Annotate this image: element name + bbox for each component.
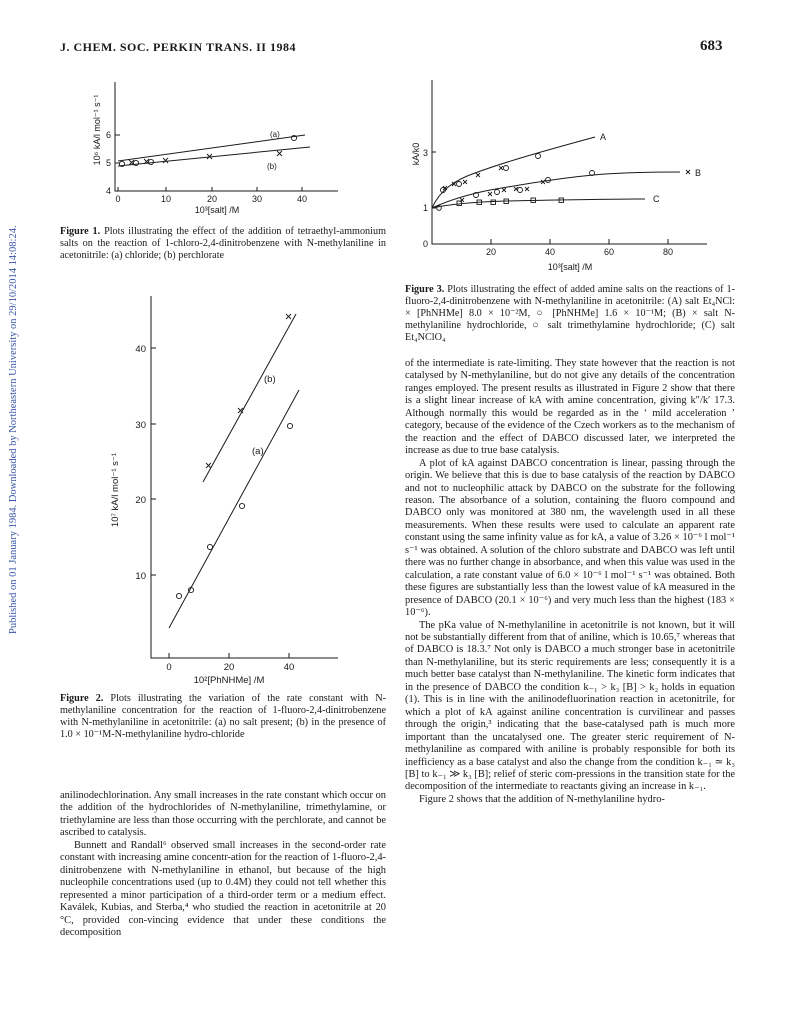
body-paragraph: Bunnett and Randall⁶ observed small increases in the second-order rate constant with increasing amine concentr-ation for the reaction of 1-fluoro-2,4-dinitrobenzene with N-methylaniline in ethanol, but because of the high nucleophile concentrations used (up to 0.4M) they could not tell whether this represented a minor participation of a third-order term or a medium effect. Kaválek, Kubias, and Sterba,⁴ who studied the reaction in acetonitrile at 20 °C, provided con-vincing evidence that under these conditions the decomposition — [60, 839, 386, 938]
figure3-caption-label: Figure 3. — [405, 284, 445, 295]
right-column-text — [405, 358, 735, 806]
figure2-point-a — [239, 503, 244, 508]
figure3-chart — [405, 72, 735, 277]
body-paragraph: A plot of kA against DABCO concentration is linear, passing through the origin. We believe that this is due to base catalysis of the reaction by DABCO and not to nucleophilic attack by DABCO on the substrate for the following reason. The absorbance of a solution, containing the fluoro compound and DABCO only was monitored at 380 nm, the wavelength used in all these measurements. When these results were used to calculate an apparent rate constant using the same infinity value as for kA, a value of 3.26 × 10⁻⁶ l mol⁻¹ s⁻¹ was obtained. A solution of the chloro substrate and DABCO was left until there was no further change in absorbance, and when this value was used in the calculation, a rate constant value of 6.0 × 10⁻⁶ l mol⁻¹ s⁻¹ was obtained. Both these figures are substantially less than the lowest value of kA measured in the presence of DABCO (20.1 × 10⁻⁶) and very much less than the highest (183 × 10⁻⁶). — [405, 457, 735, 619]
figure3-point-b-o — [518, 188, 523, 193]
figure3-ytick: 0 — [422, 239, 428, 249]
figure2-line-b — [203, 314, 296, 482]
figure3-ytick: 1 — [422, 203, 428, 213]
figure3-xtick: 80 — [662, 247, 674, 257]
figure2-caption-label: Figure 2. — [60, 693, 104, 704]
figure2-point-a — [287, 423, 292, 428]
figure2-point-b — [286, 314, 291, 319]
figure3-point-a-o — [536, 154, 541, 159]
figure1-label-a: (a) — [270, 130, 280, 139]
body-paragraph: The pKa value of N-methylaniline in acetonitrile is not known, but it will not be substantially different from that of aniline, which is 10.65,⁷ whereas that of DABCO is 18.3.⁷ Not only is DABCO a much stronger base in acetonitrile than N-methylaniline, but its steric requirements are less; consequently it is a much better base catalyst than N-methylaniline. The kinetic form indicates that in the presence of DABCO the condition k₋₁ > k₃ [B] > k₂ holds in equation (1). This is in line with the anilinodefluorination reaction in acetonitrile, for which a plot of kA against aniline concentration is curvilinear and passes through the origin,³ indicating that the base-catalysed path is much more important than the uncatalysed one. The greater steric requirement of N-methylaniline as compared with aniline is probably responsible for both its inefficiency as a base catalyst and also the change from the condition k₋₁ ≃ k₃ [B] to k₋₁ ≫ k₃ [B]; relief of steric com-pressions in the transition state for the decomposition of the intermediate to reactants giving an increase in k₋₁. — [405, 619, 735, 793]
figure3-point-a-x — [463, 180, 467, 184]
figure3-curve-a — [432, 137, 595, 208]
figure1-ytick: 5 — [105, 158, 111, 168]
figure2-ylabel: 10⁷ kA/l mol⁻¹ s⁻¹ — [110, 452, 121, 528]
figure3-caption — [405, 284, 735, 344]
figure1-point-b — [163, 158, 168, 163]
figure1-caption — [60, 226, 386, 262]
running-head: J. CHEM. SOC. PERKIN TRANS. II 1984 — [60, 40, 296, 54]
figure2-ytick: 30 — [135, 420, 146, 431]
figure3-ylabel: kA/k0 — [411, 142, 421, 166]
figure2-xtick: 20 — [223, 662, 235, 673]
figure1-caption-label: Figure 1. — [60, 226, 101, 237]
figure3-curve-c — [432, 199, 645, 208]
figure1-chart — [70, 80, 340, 215]
figure3-point-b-x — [525, 187, 529, 191]
figure3-xtick: 60 — [603, 247, 615, 257]
body-paragraph: anilinodechlorination. Any small increases in the rate constant which occur on the addition of the hydrochlorides of N-methylaniline, trimethylamine, or triethylamine are less than those occurring with the perchlorate, and cannot be ascribed to catalysis. — [60, 790, 386, 839]
figure2-ytick: 40 — [135, 344, 146, 355]
page-number: 683 — [700, 38, 723, 54]
figure3-xtick: 20 — [485, 247, 497, 257]
figure3-ytick: 3 — [422, 148, 428, 158]
figure2-label-a: (a) — [252, 446, 264, 457]
body-paragraph: Figure 2 shows that the addition of N-methylaniline hydro- — [419, 793, 665, 805]
figure3-xtick: 40 — [544, 247, 556, 257]
figure2-chart — [80, 290, 340, 685]
figure3-point-c — [491, 200, 496, 205]
figure2-xlabel: 10²[PhNHMe] /M — [193, 675, 265, 685]
figure1-label-b: (b) — [267, 162, 277, 171]
figure3-point-a-o — [504, 166, 509, 171]
figure3-point-b-x — [502, 188, 506, 192]
figure2-point-a — [176, 593, 181, 598]
figure2-label-b: (b) — [264, 374, 276, 385]
figure3-point-b-x — [686, 170, 690, 174]
figure3-point-b-o — [495, 190, 500, 195]
figure1-xtick: 0 — [115, 194, 121, 204]
figure1-ylabel: 10⁶ kA/l mol⁻¹ s⁻¹ — [92, 94, 102, 166]
download-watermark[interactable]: Published on 01 January 1984. Downloaded by Northeastern University on 29/10/2014 14:08:24. — [8, 225, 19, 635]
figure3-caption-text: Plots illustrating the effect of added amine salts on the reactions of 1-fluoro-2,4-dinitrobenzene with N-methylaniline in acetonitrile: (A) salt Et₄NCl: × [PhNHMe] 8.0 × 10⁻²M, ○ [PhNHMe] 1.6 × 10⁻¹M; (B) × salt N-methylaniline hydrochloride, ○ salt trimethylamine hydrochloride; (C) salt Et₄NClO₄ — [405, 284, 735, 344]
figure3-point-b-x — [488, 192, 492, 196]
figure3-label-a: A — [600, 132, 607, 142]
figure1-ytick: 4 — [105, 186, 111, 196]
figure1-xtick: 40 — [296, 194, 308, 204]
figure2-caption-text: Plots illustrating the variation of the rate constant with N-methylaniline concentration for the reaction of 1-fluoro-2,4-dinitrobenzene with N-methylaniline in acetonitrile: (a) no salt present; (b) in the presence of 1.0 × 10⁻¹M-N-methylaniline hydro-chloride — [60, 693, 386, 741]
figure2-caption — [60, 693, 386, 741]
figure1-xtick: 20 — [206, 194, 218, 204]
figure1-xtick: 30 — [251, 194, 263, 204]
figure3-point-a-o — [457, 182, 462, 187]
figure3-xlabel: 10³[salt] /M — [547, 262, 593, 272]
figure3-point-a-x — [499, 166, 503, 170]
figure1-point-b — [277, 151, 282, 156]
figure3-label-c: C — [653, 194, 660, 204]
figure2-ytick: 10 — [135, 571, 146, 582]
figure3-point-a-x — [476, 173, 480, 177]
figure2-xtick: 0 — [166, 662, 172, 673]
figure3-label-b: B — [695, 168, 702, 178]
figure1-ytick: 6 — [105, 130, 111, 140]
figure1-xlabel: 10³[salt] /M — [194, 205, 240, 215]
figure2-ytick: 20 — [135, 495, 146, 506]
figure2-point-b — [206, 463, 211, 468]
left-column-text — [60, 790, 386, 939]
figure1-xtick: 10 — [160, 194, 172, 204]
body-paragraph: of the intermediate is rate-limiting. They state however that the reaction is not catalysed by N-methylaniline, but do not give any details of the concentration ranges employed. The present results as illustrated in Figure 2 show that there is a slight linear increase of kA with amine concentration, giving k″/k′ 17.3. Although normally this would be regarded as in the ‘ mild acceleration ’ category, because of the evidence of the Czech workers as to the mechanism of the reaction and the effect of DABCO discussed later, we interpreted the increase as due to true base catalysis. — [405, 358, 735, 457]
figure2-point-a — [207, 544, 212, 549]
figure2-xtick: 40 — [283, 662, 295, 673]
figure1-caption-text: Plots illustrating the effect of the addition of tetraethyl-ammonium salts on the reaction of 1-chloro-2,4-dinitrobenzene with N-methylaniline in acetonitrile: (a) chloride; (b) perchlorate — [60, 226, 387, 262]
